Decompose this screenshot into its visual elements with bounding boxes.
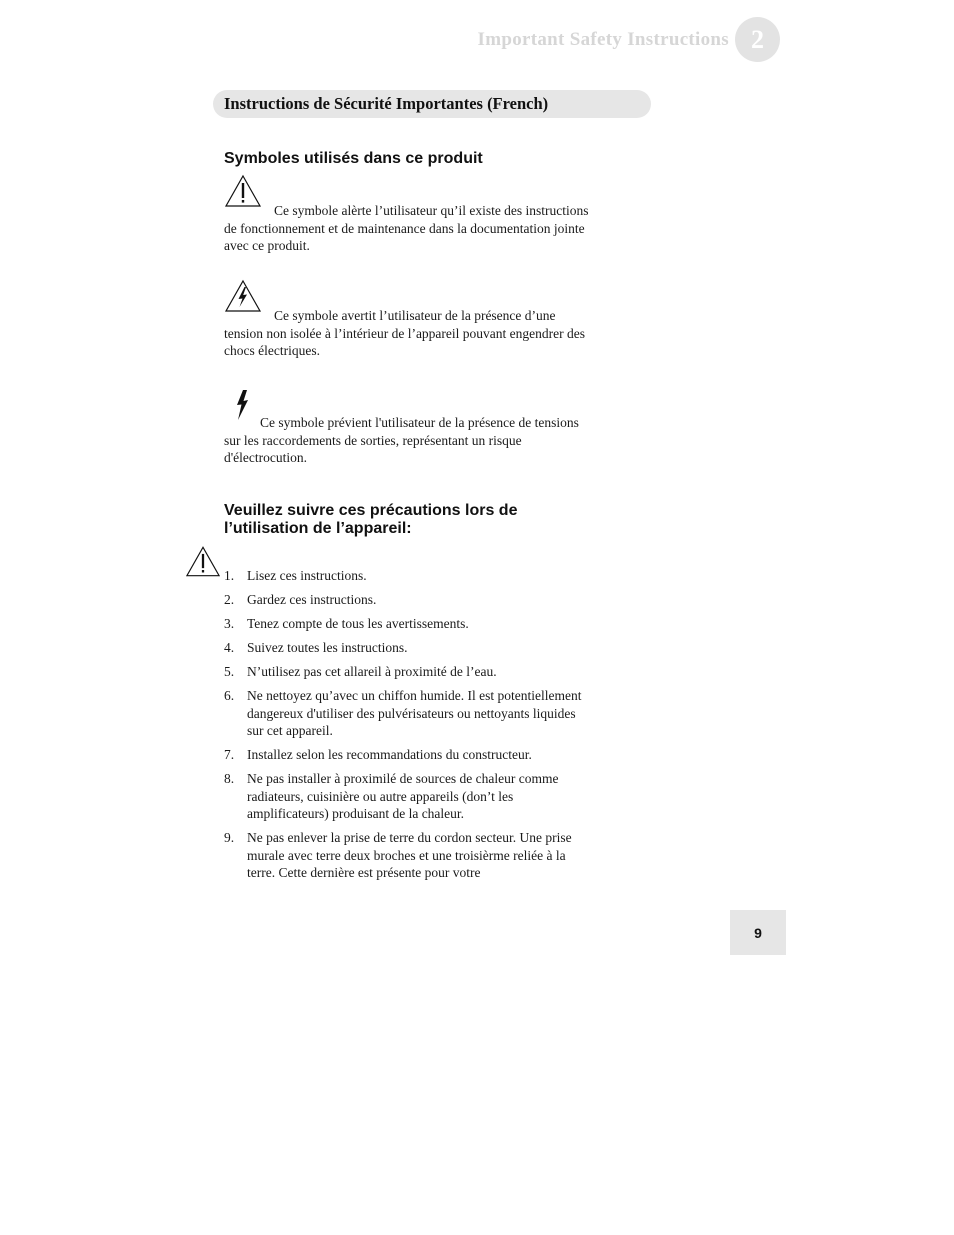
list-item: 6. Ne nettoyez qu’avec un chiffon humide. Il est potentiellement dangereux d'utiliser des pulvérisateurs ou nettoyants liquides sur cet appareil. (224, 688, 582, 738)
chapter-title: Important Safety Instructions (477, 28, 729, 50)
precautions-heading (224, 502, 517, 538)
chapter-number-badge: 2 (735, 17, 780, 62)
page-number: 9 (730, 910, 786, 955)
list-item: 9. Ne pas enlever la prise de terre du cordon secteur. Une prise murale avec terre deux broches et une troisièrme reliée à la terre. Cette dernière est présente pour votre (224, 830, 572, 880)
symbol-shock-text: Ce symbole avertit l’utilisateur de la présence d’une tension non isolée à l’intérieur de l’appareil pouvant engendrer des chocs électriques. (224, 308, 585, 358)
list-item: 8. Ne pas installer à proximilé de sources de chaleur comme radiateurs, cuisinière ou autre appareils (don’t les amplificateurs) produisant de la chaleur. (224, 771, 559, 821)
symbol-item-lightning (224, 388, 594, 467)
chapter-header (478, 17, 780, 62)
section-title: Instructions de Sécurité Importantes (French) (213, 90, 651, 118)
list-item: 7. Installez selon les recommandations du constructeur. (224, 747, 532, 762)
symbol-item-shock (224, 279, 594, 360)
warning-triangle-icon (185, 545, 221, 578)
list-item: 1. Lisez ces instructions. (224, 568, 367, 583)
list-item: 4. Suivez toutes les instructions. (224, 640, 408, 655)
precautions-list (224, 567, 594, 888)
symbol-lightning-text: Ce symbole prévient l'utilisateur de la présence de tensions sur les raccordements de sorties, représentant un risque d'électrocution. (224, 415, 579, 465)
precautions-heading-line2: l’utilisation de l’appareil: (224, 520, 412, 537)
symbol-item-warning (224, 174, 594, 255)
list-item: 3. Tenez compte de tous les avertissements. (224, 616, 469, 631)
precautions-heading-line1: Veuillez suivre ces précautions lors de (224, 502, 518, 519)
symbol-warning-text: Ce symbole alèrte l’utilisateur qu’il existe des instructions de fonctionnement et de maintenance dans la documentation jointe avec ce produit. (224, 203, 589, 253)
symbols-heading: Symboles utilisés dans ce produit (224, 150, 483, 167)
list-item: 2. Gardez ces instructions. (224, 592, 377, 607)
list-item: 5. N’utilisez pas cet allareil à proximité de l’eau. (224, 664, 497, 679)
